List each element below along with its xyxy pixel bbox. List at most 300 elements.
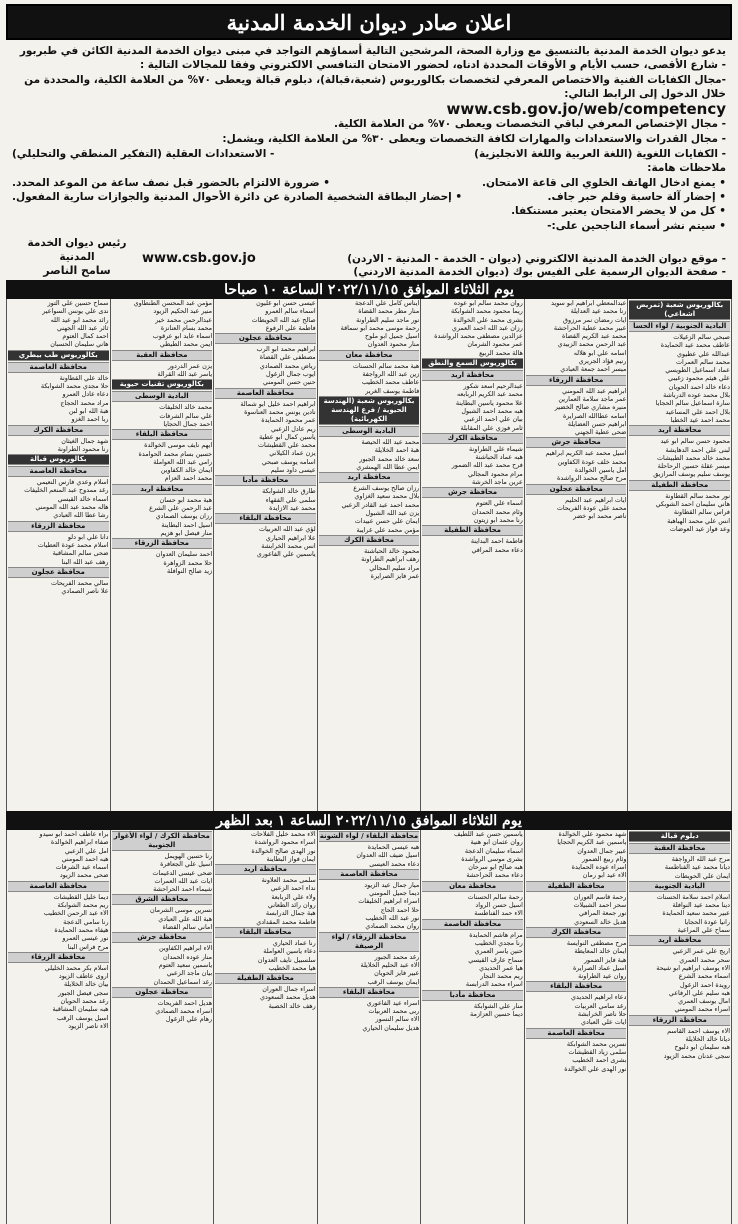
section-header: محافظة العقبة [629, 843, 730, 854]
candidate-name: حلا محمد الزواهرة [163, 558, 213, 567]
candidate-name: اسراء محمد الدرابسة [465, 980, 523, 989]
candidate-name: ياسمين سعيد العتوم [158, 960, 213, 969]
section-header: محافظة مأدبا [422, 990, 523, 1001]
candidate-name: ديما حسين العزازمة [470, 1010, 523, 1019]
candidate-name: يزن عمر الدردور [167, 361, 213, 370]
candidate-name: انس علي محمد الهباهبة [667, 516, 730, 525]
candidate-name: هبة محمد سالم الحسنات [352, 361, 420, 370]
names-list [8, 533, 109, 566]
candidate-name: عرين ماجد الخرشة [471, 478, 523, 487]
candidate-name: اسيل حسن الرواد [475, 901, 523, 910]
section-header: محافظة العاصمة [422, 919, 523, 930]
candidate-name: هبة الله علي العبادي [158, 914, 213, 923]
candidate-name: عبير فايز الحويان [374, 969, 420, 978]
candidate-name: هبه عماد الحباشنة [475, 453, 523, 462]
candidate-name: اسيل محمد عبد الكريم ابراهيم [545, 449, 627, 458]
candidate-name: رغد محمد الجبور [374, 952, 420, 961]
section-header: البادية الجنوبية / لواء الحسا [629, 321, 730, 332]
candidate-name: مؤمن محمد علي غرايبة [356, 525, 420, 534]
abilities-row [12, 147, 726, 161]
candidate-name: رزان صالح يوسف الشرع [353, 484, 420, 493]
candidate-name: الاء ناصر الزيود [68, 1021, 109, 1030]
candidate-name: حلا ناصر الخرابشة [577, 1010, 627, 1019]
candidate-name: عبدالرحيم اسعد شكور [463, 382, 523, 391]
section-header: محافظة الكرك [8, 425, 109, 436]
candidate-name: اسلام محمد عودة العطيات [37, 540, 109, 549]
candidate-name: مرح مصطفى النوايسة [566, 938, 627, 947]
candidate-name: شيماء علي الطراونة [469, 444, 523, 453]
candidate-name: هبة فايز الضمور [583, 955, 627, 964]
names-list [112, 441, 213, 482]
candidate-name: ابراهيم احمد خليل ابو شمالة [240, 399, 316, 408]
announcement-title: اعلان صادر ديوان الخدمة المدنية [6, 4, 732, 40]
candidate-name: خالد علي القطاونة [59, 373, 109, 382]
names-list [112, 496, 213, 537]
candidate-name: عمر فايز الصرايرة [370, 571, 420, 580]
section-header: محافظة اربد [112, 484, 213, 495]
names-column [214, 830, 318, 1224]
candidate-name: رنا سامي الدعجة [63, 917, 109, 926]
names-list [422, 382, 523, 432]
candidate-name: حنين ياسر العمري [474, 947, 523, 956]
candidate-name: احمد سليمان العدوان [155, 550, 213, 559]
names-list [112, 362, 213, 379]
candidate-name: رغد ممدوح عبد المنعم الخليفات [24, 486, 109, 495]
candidate-name: هبة جمال الدرابسة [265, 909, 316, 918]
section-header: محافظة الزرقاء [8, 952, 109, 963]
candidate-name: سحر احمد الشبيلات [573, 901, 627, 910]
names-list [629, 893, 730, 934]
candidate-name: محمد عبد الكريم القضاة [562, 332, 627, 341]
candidate-name: منار محمود العدوان [367, 340, 420, 349]
candidate-name: اماني سالم القضاة [162, 923, 213, 932]
candidate-name: محمد خلف عودة الكفاوين [557, 457, 627, 466]
section-header: محافظة جرش [422, 487, 523, 498]
section-header: محافظة الطفيلة [526, 881, 627, 892]
candidate-name: هديل محمد السعودي [260, 993, 316, 1002]
candidate-name: مراد سليم المجالي [369, 563, 420, 572]
candidate-name: روان رائد الطعاني [267, 901, 316, 910]
candidate-name: عمر محمود الحمايدة [261, 416, 316, 425]
names-list [112, 403, 213, 428]
candidate-name: نور ماجد سليم الطراونة [356, 315, 420, 324]
candidate-name: ياسر عبد الله القرالة [157, 370, 213, 379]
names-column [111, 830, 215, 1224]
candidate-name: يوسف سليم يوسف المرازيق [653, 470, 730, 479]
candidate-name: فاطمة يوسف الغرير [365, 386, 420, 395]
candidate-name: هاله محمد عبد الله المومني [35, 503, 109, 512]
section-header: محافظة الطفيلة [422, 525, 523, 536]
section-header: محافظة البلقاء [526, 981, 627, 992]
section-header: محافظة عجلون [112, 987, 213, 998]
candidate-name: سالي محمد الفريحات [50, 578, 109, 587]
candidate-name: حلا مجدي محمد الشوابكة [40, 382, 109, 391]
intro-paragraph-4: - مجال القدرات والاستعدادات والمهارات لكافة التخصصات ويعطى ٣٠% من العلامة الكلية، ويشمل: [222, 133, 726, 145]
names-list [215, 345, 316, 386]
candidate-name: نور جمعة المرافي [578, 909, 627, 918]
candidate-name: رغد محمد الحويان [60, 997, 109, 1006]
names-list [629, 947, 730, 1013]
candidate-name: بلال محمد سعيد الغزاوي [354, 492, 420, 501]
candidate-name: اسراء ابراهيم الخليفات [358, 897, 420, 906]
section-header: بكالوريوس شعبة (تمريض اشعاعي) [629, 300, 730, 320]
candidate-name: رهام علي الزغول [165, 1015, 213, 1024]
intro-block [6, 40, 732, 233]
candidate-name: محمد سالم العمرات [676, 357, 730, 366]
candidate-name: اسيل احمد البطاينة [161, 520, 213, 529]
candidate-name: رامي عبد الله العواملة [153, 457, 213, 466]
candidate-name: اسماء سالم العمرو [265, 307, 316, 316]
names-list [8, 374, 109, 424]
candidate-name: بشرى احمد الخطيب [572, 1056, 627, 1065]
note-punctuality: • ضرورة الالتزام بالحضور قبل نصف ساعة من الموعد المحدد. [12, 177, 330, 189]
candidate-name: رائد محمد ابو عيد الله [50, 315, 109, 324]
candidate-name: منار علي الشوابكة [473, 1001, 523, 1010]
candidate-name: ياسمين حسن عبد اللطيف [453, 830, 523, 838]
section-header: بكالوريوس قبالة [8, 454, 109, 465]
candidate-name: هبه سليم علي الرفاعي [668, 988, 730, 997]
language-competencies: - الكفايات اللغوية (اللغة العربية واللغة الانجليزية) [474, 148, 726, 160]
candidate-name: اسراء جمال العوران [262, 985, 316, 994]
section-header: محافظة معان [319, 350, 420, 361]
section-header: محافظة مأدبا [215, 475, 316, 486]
candidate-name: حسين بسام محمد الحوامدة [138, 449, 213, 458]
intro-paragraph-2: -مجال الكفايات الفنية والاختصاص المعرفي لتخصصات بكالوريوس (شعبة،قبالة)، دبلوم قبالة ويعطى ٧٠% من العلامة الكلية، والمحددة من خلال الدخول إلى الرابط التالي: [24, 74, 726, 100]
candidate-name: نور عيسى العمرو [62, 934, 109, 943]
section-header: البادية الوسطى [319, 426, 420, 437]
names-list [422, 537, 523, 554]
candidate-name: بيان علي احمد الزعبي [464, 415, 523, 424]
names-list [422, 445, 523, 486]
candidate-name: انس محمد الخرابشة [261, 541, 316, 550]
candidate-name: اسراء محمد المومني [674, 1005, 730, 1014]
note-publish: • سيتم نشر أسماء الناجحين على:- [547, 220, 726, 232]
candidate-name: ديانا محمد عيد الفناطسة [664, 863, 730, 872]
section-header: محافظة الزرقاء / لواء الرصيفة [319, 932, 420, 952]
candidate-name: دعاء خالد احمد الحويان [668, 382, 730, 391]
candidate-name: ديانا خالد الخلايلة [685, 1035, 730, 1044]
candidate-name: بلال محمد عوده الدرباشة [663, 391, 730, 400]
candidate-name: ضحى عيسى الدغيمات [152, 868, 213, 877]
names-list [112, 299, 213, 349]
candidate-name: شهد جمال الغيثان [61, 436, 109, 445]
names-list [526, 387, 627, 437]
names-list [422, 1002, 523, 1019]
session-2-grid [6, 830, 732, 1224]
section-header: محافظة اربد [422, 370, 523, 381]
candidate-name: ناصر محمد ابو خضر [573, 512, 627, 521]
section-header: محافظة جرش [112, 932, 213, 943]
candidate-name: اسيل عماد الصرايرة [572, 963, 627, 972]
csb-url[interactable]: www.csb.gov.jo [142, 251, 256, 266]
names-list [629, 437, 730, 478]
candidate-name: سلسبيل نايف العدوان [257, 955, 316, 964]
names-list [112, 852, 213, 893]
candidate-name: ايمن محمد الطيطي [159, 340, 213, 349]
candidate-name: بيان ماجد الزعبي [166, 969, 213, 978]
candidate-name: محمد احمد عيد الخطبا [670, 415, 730, 424]
candidate-name: دانا علي ابو دلو [67, 532, 109, 541]
candidate-name: محمد عيد الله الحيصة [361, 437, 420, 446]
names-list [215, 939, 316, 972]
names-list [629, 1027, 730, 1060]
candidate-name: عمر ماجد سلامة العمارين [558, 394, 627, 403]
candidate-name: عيسى داود سليم [270, 466, 316, 475]
candidate-name: هبة محمد ابو حسان [159, 495, 213, 504]
candidate-name: سارة اسماعيل سالم الحجايا [655, 399, 730, 408]
candidate-name: ندى علي يونس السواعير [42, 307, 109, 316]
section-header: محافظة عجلون [8, 567, 109, 578]
candidate-name: عبير محمد عطية الحراحشة [553, 323, 627, 332]
candidate-name: ايمان خالد المعايطة [574, 947, 627, 956]
names-column [421, 830, 525, 1224]
candidate-name: محمود خالد الحباشنة [364, 546, 420, 555]
names-column [318, 830, 422, 1224]
names-list [112, 944, 213, 985]
names-list [526, 830, 627, 880]
names-list [422, 830, 523, 880]
note-id-card: • إحضار البطاقة الشخصية الصادرة عن دائرة الأحوال المدنية والجوازات سارية المفعول. [12, 191, 463, 203]
candidate-name: اسامه عطاالله الصرايرة [562, 411, 627, 420]
candidate-name: امل علي الزعبي [64, 846, 109, 855]
candidate-name: رنا محمد ابو زيتون [473, 515, 523, 524]
candidate-name: عيسى حسن ابو غليون [256, 299, 316, 307]
candidate-name: احمد كمال العتوم [62, 332, 109, 341]
section-header: بكالوريوس طب بيطري [8, 350, 109, 361]
section-header: محافظة عجلون [526, 484, 627, 495]
names-list [526, 939, 627, 980]
names-list [112, 999, 213, 1024]
candidate-name: رغد اسماعيل الحمدان [153, 977, 213, 986]
candidate-name: علي هيثم محمود زغيبي [668, 374, 730, 383]
candidate-name: عبد الرحمن علي الشرع [149, 504, 213, 513]
candidate-name: ابراهيم محمد ابو الرب [256, 345, 316, 354]
names-list [8, 579, 109, 596]
section-header: محافظة عجلون [215, 333, 316, 344]
candidate-name: سماح حسين علي التوز [47, 299, 109, 307]
candidate-name: اسراء محمد الصمادي [155, 1007, 213, 1016]
candidate-name: هبه محمد احمد الشبول [461, 406, 523, 415]
candidate-name: ايات ابراهيم عبد الحليم [565, 495, 627, 504]
competency-url[interactable]: www.csb.gov.jo/web/competency [446, 100, 726, 118]
candidate-name: الاء عبد الحليم الخلايلة [360, 960, 420, 969]
candidate-name: بيان خالد الخلايلة [63, 980, 109, 989]
candidate-name: براء عاطف احمد ابو سيدو [39, 830, 109, 838]
signature-role: رئيس ديوان الخدمة المدنية [27, 237, 127, 263]
candidate-name: صبحي سالم الزغيلات [673, 333, 730, 341]
section-header: محافظة البلقاء [215, 513, 316, 524]
candidate-name: فاطمة علي الرفوع [265, 323, 316, 332]
candidate-name: اروى عاطف الزيود [58, 972, 109, 981]
candidate-name: ديما خليل القطيشات [53, 892, 109, 901]
candidate-name: اسماء علي العتوم [475, 499, 523, 508]
candidate-name: رنا مجدي الخطيب [474, 938, 523, 947]
candidate-name: الاء عيد ابو رمان [582, 871, 627, 880]
section-header: بكالوريوس شعبة (الهندسة الحيوية / فرع الهندسة الكهربائية) [319, 396, 420, 425]
candidate-name: هاني سليمان الحسبان [50, 340, 109, 349]
candidate-name: رحمة سالم الحسنات [467, 892, 523, 901]
candidate-name: ميار جمال عيد الزيود [364, 880, 420, 889]
candidate-name: اسراء محمود الرواشدة [254, 838, 316, 847]
section-header: محافظة معان [422, 881, 523, 892]
candidate-name: اسامه يوسف صبحي [261, 457, 316, 466]
names-list [526, 1040, 627, 1073]
candidate-name: ايمان علي الحويطات [674, 871, 730, 880]
intro-paragraph-1: يدعو ديوان الخدمة المدنية بالتنسيق مع وزارة الصحة، المرشحين التالية أسماؤهم التواجد في مبنى ديوان الخدمة المدنية الكائن في طبربور - شارع الأقصى، حسب الأيام و الأوقات المحددة ادناه، لحضور الامتحان التنافسي الالكتروني وفقا للمجالات التالية : [19, 45, 726, 71]
candidate-name: دعاء ياسين العواملة [263, 947, 316, 956]
candidate-name: الاء حمد الفناطسة [474, 909, 523, 918]
candidate-name: مرح فراس البنا [67, 942, 109, 951]
names-list [215, 487, 316, 512]
candidate-name: سلمى محمد العلاونة [261, 876, 316, 885]
candidate-name: ثائر عبد الله الجهني [56, 323, 109, 332]
candidate-name: ولاء علي الربابعة [271, 892, 316, 901]
candidate-name: سحر محمد العمري [679, 955, 730, 964]
candidate-name: حنين حسن المومني [263, 378, 316, 387]
candidate-name: يزن عبد الله الشبول [365, 509, 420, 518]
names-column [628, 830, 732, 1224]
section-header: محافظة الزرقاء [8, 521, 109, 532]
candidate-name: سماح علي المراعية [677, 926, 730, 935]
names-list [526, 449, 627, 482]
names-list [112, 906, 213, 931]
candidate-name: ايمان فواز البطاينة [266, 854, 316, 863]
names-column [628, 299, 732, 811]
mental-abilities: - الاستعدادات العقلية (التفكير المنطقي والتحليلي) [12, 148, 275, 160]
candidate-name: مرح عبد الله الرواجفة [671, 855, 730, 863]
candidate-name: رنا عماد الحياري [272, 938, 316, 947]
candidate-name: مرام هاشم الحمايدة [469, 930, 523, 939]
candidate-name: رياض محمد الصمادي [259, 361, 316, 370]
candidate-name: ريم محمد النجار [480, 972, 523, 981]
candidate-name: روان عيد الطراونة [578, 972, 627, 981]
names-column [111, 299, 215, 811]
candidate-name: محمد خالد محمد الطبيشات [657, 453, 730, 462]
candidate-name: هيا محمد الخطيب [268, 963, 316, 972]
note-absence: • كل من لا يحضر الامتحان يعتبر مستنكفا. [511, 205, 726, 217]
candidate-name: رغد سامي العربيات [574, 1001, 627, 1010]
names-list [8, 478, 109, 519]
candidate-name: محمد احمد عبد القادر الزعبي [341, 500, 420, 509]
candidate-name: منيره مشاري صالح الخضير [554, 403, 627, 412]
candidate-name: منير عبد الحكيم الزيود [153, 307, 213, 316]
candidate-name: ايات عبد الله العمرات [154, 876, 213, 885]
names-list [319, 299, 420, 349]
candidate-name: بشرى موسى الرواشدة [461, 854, 523, 863]
candidate-name: احمد جمال الحجايا [163, 419, 213, 428]
candidate-name: ريم محمد الشوابكة [57, 901, 109, 910]
names-list [422, 893, 523, 918]
section-header: محافظة الكرك [526, 927, 627, 938]
candidate-name: ضحى محمد الزيود [59, 871, 109, 880]
candidate-name: ثامر فوزي علي المقابلة [460, 423, 523, 432]
candidate-name: روان محمد سالم ابو عوده [453, 299, 523, 307]
candidate-name: عزالدين مصطفى محمد الرواشدة [434, 332, 523, 341]
section-header: محافظة العقبة [112, 350, 213, 361]
candidate-name: هبة الله ابو لبن [68, 406, 109, 415]
names-column [525, 299, 629, 811]
candidate-name: علي سالم الشرفات [159, 411, 213, 420]
candidate-name: رهف خالد الخصبة [268, 1001, 316, 1010]
candidate-name: مرام محمود المجالي [467, 469, 523, 478]
candidate-name: منار فيصل ابو هزيم [160, 528, 213, 537]
candidate-name: محمد عيد الازايدة [269, 503, 316, 512]
candidate-name: ايوب جمال الزغول [265, 370, 316, 379]
candidate-name: صفاء ابراهيم الخوالدة [50, 838, 109, 847]
candidate-name: ياسمين عبد الكريم الحجايا [557, 838, 627, 847]
names-list [319, 484, 420, 534]
candidate-name: رنا محمود الطراونة [57, 444, 109, 453]
candidate-name: عمر محمود الشرمان [467, 340, 523, 349]
candidate-name: اسلام بكر محمد الخليلي [44, 963, 109, 972]
candidate-name: الاء عبد الرحمن الخطيب [43, 909, 109, 918]
candidate-name: هالة محمد الربيع [479, 348, 523, 357]
names-list [422, 299, 523, 357]
candidate-name: ايمن عطا الله الهمشري [356, 462, 420, 471]
candidate-name: صالح عبد الله الحويطات [251, 315, 316, 324]
section-header: محافظة البلقاء [112, 429, 213, 440]
candidate-name: عبدالله علي عطيوي [677, 349, 730, 358]
names-list [215, 985, 316, 1010]
candidate-name: امل ياسين الخوالدة [574, 466, 627, 475]
section-header: محافظة الشرق [112, 894, 213, 905]
candidate-name: اسراء عوده الحمايدة [571, 863, 627, 872]
candidate-name: هبه احمد المومني [61, 854, 109, 863]
candidate-name: الاء يوسف احمد القاسم [667, 1026, 730, 1035]
candidate-name: نداء احمد الزعبي [270, 884, 316, 893]
names-list [629, 855, 730, 880]
candidate-name: ايمان خالد الكفاوين [160, 466, 213, 475]
candidate-name: طارق خالد الشوابكة [262, 487, 316, 496]
session-2-bar: يوم الثلاثاء الموافق ٢٠٢٢/١١/١٥ الساعة ١ بعد الظهر [6, 811, 732, 830]
candidate-name: نور الهدى صالح الخوالدة [251, 846, 316, 855]
section-header: محافظة البلقاء [215, 927, 316, 938]
candidate-name: روان محمد الصمادي [365, 922, 420, 931]
names-list [526, 299, 627, 374]
candidate-name: سماح عارف القيسي [468, 955, 523, 964]
candidate-name: الاء ابراهيم الكفاوين [159, 944, 213, 953]
candidate-name: ديما جميل المومني [369, 889, 420, 898]
candidate-name: هيا عمر الحديدي [479, 963, 523, 972]
notes-row-2 [12, 190, 726, 204]
candidate-name: ربى محمد العربيات [368, 1007, 420, 1016]
signature-name: سامح الناصر [43, 264, 111, 277]
candidate-name: عبدالرحمن محمد خير [155, 315, 213, 324]
signature-row [6, 234, 732, 278]
candidate-name: عبد الرحمن محمد الزبيدي [557, 340, 627, 349]
candidate-name: دعاء محمد الحراحشة [466, 871, 523, 880]
names-list [319, 547, 420, 580]
candidate-name: الاء يوسف ابراهيم ابو شيحة [656, 963, 730, 972]
candidate-name: رحمة قاسم العوران [573, 892, 627, 901]
names-list [629, 492, 730, 533]
candidate-name: رانيا عودة الحجايا [684, 917, 730, 926]
candidate-name: دينا محمد عيد النوافلة [672, 901, 730, 910]
section-header: محافظة البلقاء / لواء الشونة [319, 832, 419, 840]
candidate-name: دعاء عادل العمرو [62, 390, 109, 399]
names-list [215, 525, 316, 558]
candidate-name: نور عبد الله الخطيب [365, 914, 420, 923]
candidate-name: روان عثمان ابو هنية [470, 838, 523, 847]
names-list [8, 964, 109, 1030]
session-1-bar: يوم الثلاثاء الموافق ٢٠٢٢/١١/١٥ الساعة ١٠ صباحا [6, 280, 732, 299]
names-list [8, 299, 109, 349]
section-header: دبلوم قبالة [629, 831, 730, 842]
candidate-name: وعد فواز عيد العوضات [669, 524, 730, 533]
candidate-name: مصطفى علي القضاة [259, 353, 316, 362]
candidate-name: نسرين محمد الشوابكة [566, 1039, 627, 1048]
candidate-name: محمد احمد العزام [164, 474, 213, 483]
